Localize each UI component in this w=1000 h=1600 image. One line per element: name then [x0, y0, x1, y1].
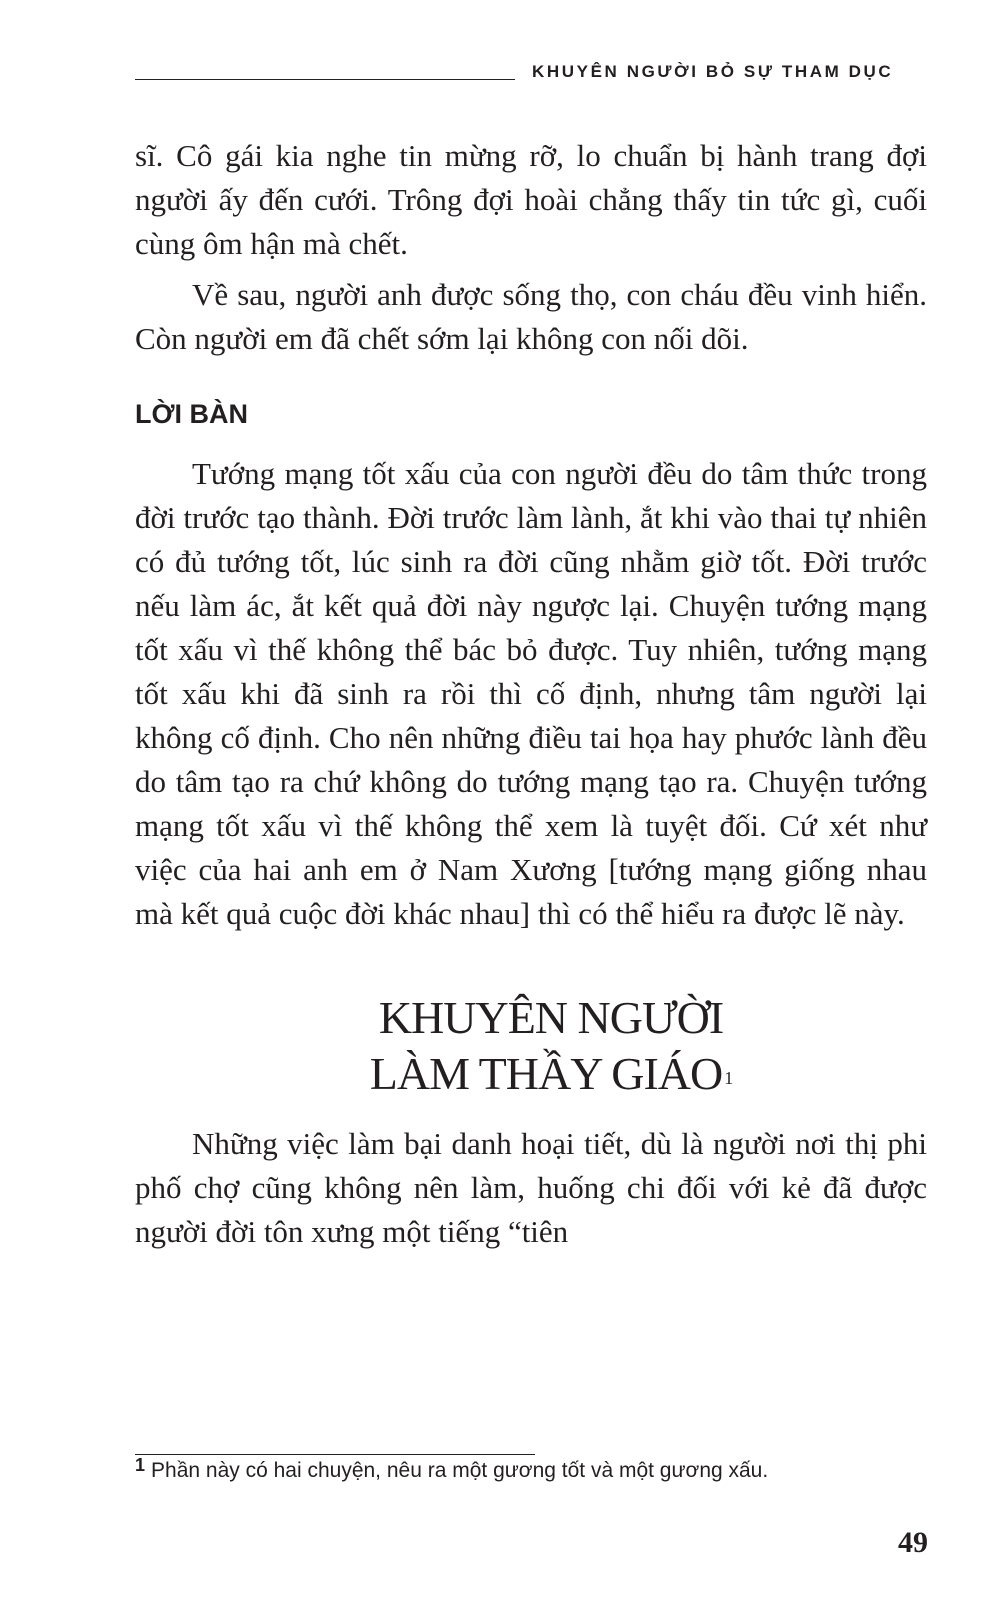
- chapter-title: [135, 990, 927, 1102]
- header-rule: [135, 79, 515, 80]
- paragraph-3: Tướng mạng tốt xấu của con người đều do tâm thức trong đời trước tạo thành. Đời trước làm lành, ắt khi vào thai tự nhiên có đủ tướng tốt, lúc sinh ra đời cũng nhằm giờ tốt. Đời trước nếu làm ác, ắt kết quả đời này ngược lại. Chuyện tướng mạng tốt xấu vì thế không thể bác bỏ được. Tuy nhiên, tướng mạng tốt xấu khi đã sinh ra rồi thì cố định, nhưng tâm người lại không cố định. Cho nên những điều tai họa hay phước lành đều do tâm tạo ra chứ không do tướng mạng tạo ra. Chuyện tướng mạng tốt xấu vì thế không thể xem là tuyệt đối. Cứ xét như việc của hai anh em ở Nam Xương [tướng mạng giống nhau mà kết quả cuộc đời khác nhau] thì có thể hiểu ra được lẽ này.: [135, 456, 927, 931]
- footnote-reference-mark[interactable]: 1: [724, 1068, 733, 1088]
- footnote: [135, 1457, 935, 1485]
- paragraph-1: sĩ. Cô gái kia nghe tin mừng rỡ, lo chuẩn bị hành trang đợi người ấy đến cưới. Trông đợi hoài chẳng thấy tin tức gì, cuối cùng ôm hận mà chết.: [135, 138, 927, 261]
- section-heading: LỜI BÀN: [135, 399, 249, 429]
- chapter-title-line-2-text: LÀM THẦY GIÁO: [369, 1048, 723, 1099]
- chapter-title-line-1: KHUYÊN NGƯỜI: [378, 992, 724, 1043]
- page-number: 49: [898, 1526, 928, 1559]
- chapter-title-line-2: [175, 1046, 927, 1102]
- paragraph-4: Những việc làm bại danh hoại tiết, dù là người nơi thị phi phố chợ cũng không nên làm, huống chi đối với kẻ đã được người đời tôn xưng một tiếng “tiên: [135, 1126, 927, 1249]
- paragraph-2: Về sau, người anh được sống thọ, con cháu đều vinh hiển. Còn người em đã chết sớm lại không con nối dõi.: [135, 277, 927, 356]
- page-body: [135, 134, 927, 1254]
- footnote-text: Phần này có hai chuyện, nêu ra một gương tốt và một gương xấu.: [151, 1459, 769, 1482]
- footnote-rule: [135, 1454, 535, 1455]
- running-head: KHUYÊN NGƯỜI BỎ SỰ THAM DỤC: [532, 62, 894, 81]
- footnote-number: 1: [135, 1455, 146, 1475]
